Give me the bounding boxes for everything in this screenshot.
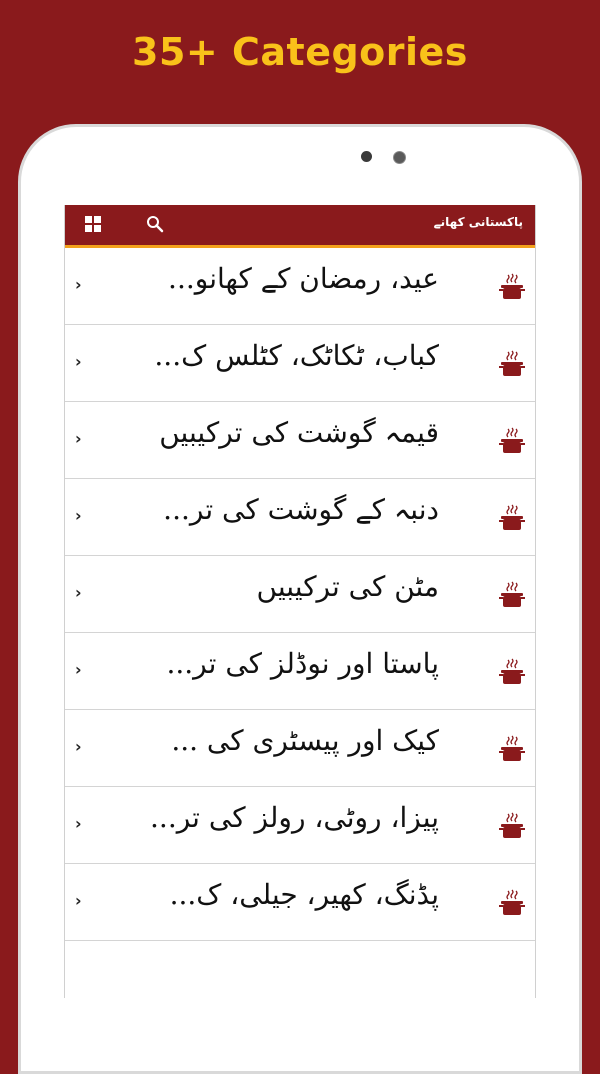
list-item[interactable] [65,787,535,864]
app-screen [64,205,536,998]
chevron-right-icon: › [75,660,82,679]
list-item[interactable] [65,864,535,941]
chevron-right-icon: › [75,506,82,525]
chevron-right-icon: › [75,429,82,448]
list-item[interactable] [65,633,535,710]
cooking-pot-icon [499,350,525,378]
category-label: پاستا اور نوڈلز کی تر... [166,647,439,680]
cooking-pot-icon [499,812,525,840]
chevron-right-icon: › [75,275,82,294]
category-label: کیک اور پیسٹری کی ... [171,724,439,757]
category-list [65,248,535,998]
list-item[interactable] [65,402,535,479]
list-item[interactable] [65,325,535,402]
cooking-pot-icon [499,273,525,301]
sensor-icon [393,151,406,164]
app-title: پاکستانی کھانے [433,215,523,229]
chevron-right-icon: › [75,352,82,371]
category-label: عید، رمضان کے کھانو... [168,262,439,295]
grid-icon[interactable] [85,216,101,232]
list-item[interactable] [65,479,535,556]
cooking-pot-icon [499,658,525,686]
cooking-pot-icon [499,889,525,917]
app-bar [65,205,535,248]
category-label: قیمہ گوشت کی ترکیبیں [159,416,439,449]
cooking-pot-icon [499,735,525,763]
chevron-right-icon: › [75,583,82,602]
list-item[interactable] [65,710,535,787]
camera-icon [361,151,372,162]
chevron-right-icon: › [75,737,82,756]
cooking-pot-icon [499,427,525,455]
list-item[interactable] [65,556,535,633]
category-label: مٹن کی ترکیبیں [256,570,439,603]
category-label: کباب، ٹکاٹک، کٹلس ک... [154,339,439,372]
category-label: پیزا، روٹی، رولز کی تر... [150,801,439,834]
cooking-pot-icon [499,581,525,609]
chevron-right-icon: › [75,891,82,910]
promo-headline: 35+ Categories [132,30,468,74]
category-label: دنبہ کے گوشت کی تر... [163,493,439,526]
list-item-partial[interactable] [65,941,535,998]
list-item[interactable] [65,248,535,325]
chevron-right-icon: › [75,814,82,833]
cooking-pot-icon [499,504,525,532]
category-label: پڈنگ، کھیر، جیلی، ک... [169,878,439,911]
search-icon[interactable] [145,214,165,234]
